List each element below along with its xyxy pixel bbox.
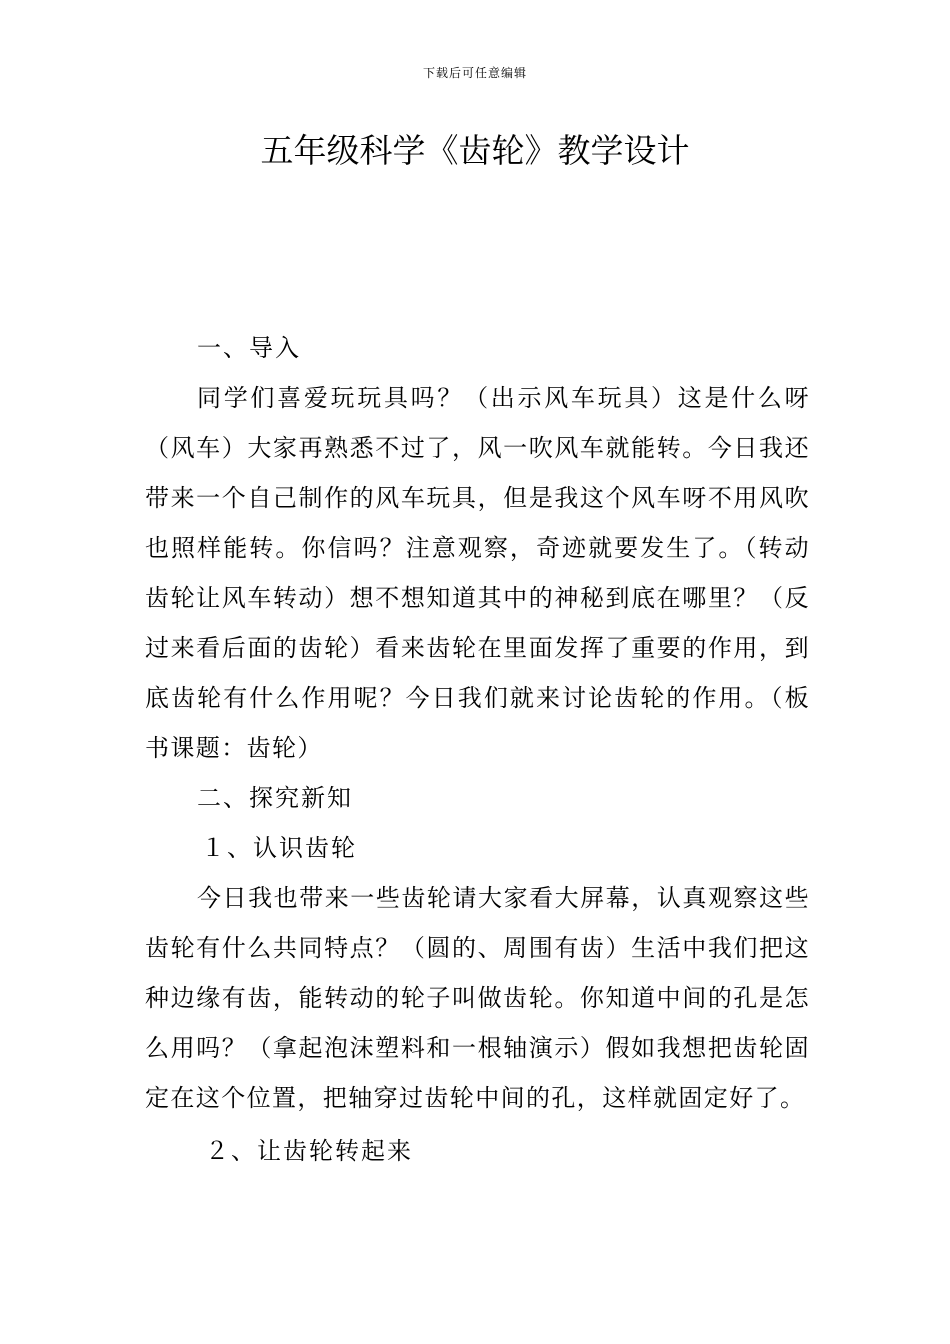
section-heading-explore: 二、探究新知 xyxy=(197,784,353,812)
intro-paragraph: 同学们喜爱玩玩具吗？（出示风车玩具）这是什么呀（风车）大家再熟悉不过了，风一吹风车就能转。今日我还带来一个自己制作的风车玩具，但是我这个风车呀不用风吹也照样能转。你信吗？注意观察，奇迹就要发生了。（转动齿轮让风车转动）想不想知道其中的神秘到底在哪里？（反过来看后面的齿轮）看来齿轮在里面发挥了重要的作用，到底齿轮有什么作用呢？今日我们就来讨论齿轮的作用。（板书课题：齿轮） xyxy=(145,384,810,762)
recognize-gears-paragraph: 今日我也带来一些齿轮请大家看大屏幕，认真观察这些齿轮有什么共同特点？（圆的、周围有齿）生活中我们把这种边缘有齿，能转动的轮子叫做齿轮。你知道中间的孔是怎么用吗？（拿起泡沫塑料和一根轴演示）假如我想把齿轮固定在这个位置，把轴穿过齿轮中间的孔，这样就固定好了。 xyxy=(145,884,810,1112)
header-note: 下载后可任意编辑 xyxy=(422,66,527,80)
subsection-heading-turn-gears: ２、让齿轮转起来 xyxy=(205,1137,413,1165)
subsection-heading-recognize-gears: １、认识齿轮 xyxy=(201,834,357,862)
document-title: 五年级科学《齿轮》教学设计 xyxy=(260,131,690,170)
document-body xyxy=(145,323,810,1176)
section-heading-intro: 一、导入 xyxy=(197,334,301,362)
